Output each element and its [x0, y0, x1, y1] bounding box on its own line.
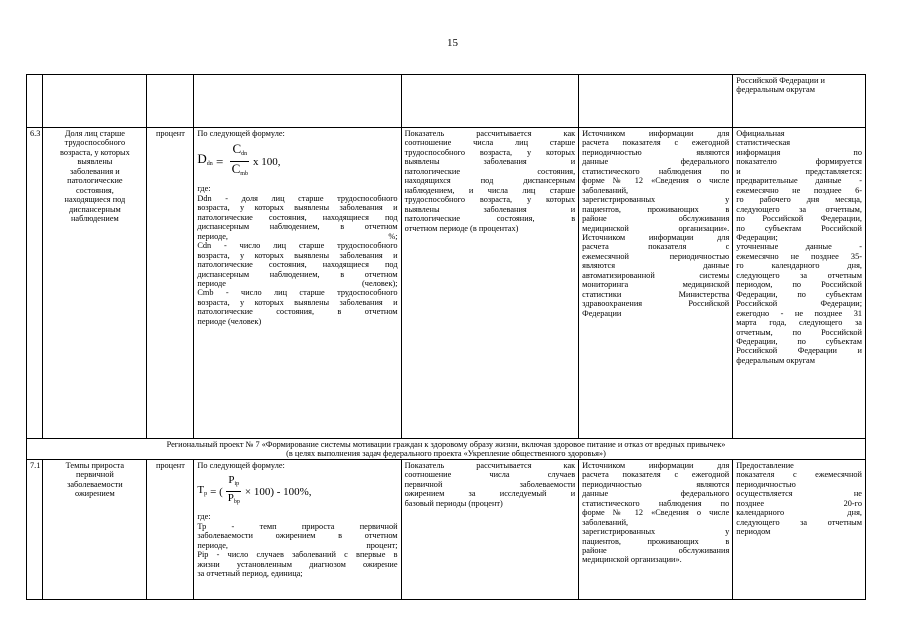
text-line: расчета показателя с	[582, 242, 730, 252]
text-line: по субъектам Российской	[736, 223, 862, 233]
formula	[197, 474, 397, 509]
text-line: заболевания и	[70, 166, 120, 176]
text-line: патологические состояния, в отчетном	[197, 307, 398, 317]
text-line: статистического наблюдения по	[582, 498, 730, 508]
text-line: диспансерным наблюдением, в отчетном	[197, 222, 398, 232]
text-line: форме № 12 «Сведения о числе	[582, 176, 730, 186]
section-title-line1: Региональный проект № 7 «Формирование системы мотивации граждан к здоровому образу жизни, включая здоровое питание и отказ от вредных привычек»	[166, 440, 726, 449]
text-line: следующего за отчетным	[736, 270, 862, 280]
text-line: статистического наблюдения по	[582, 166, 730, 176]
text-line: зарегистрированных у	[582, 195, 730, 205]
text-line: по Российской Федерации,	[736, 214, 862, 224]
text-line: Pip - число случаев заболеваний с впервые в	[197, 550, 398, 560]
cell-empty	[579, 75, 733, 128]
text-line: го календарного дня,	[736, 261, 862, 271]
formula-fraction: $\frac{C_{dn}}{C_{mb}}$	[231, 141, 248, 178]
text-line: ожирением	[75, 489, 115, 499]
text-line: Источником информации для	[582, 460, 730, 470]
unit: процент	[147, 459, 194, 599]
section-title	[27, 439, 866, 460]
text-line: где:	[197, 512, 211, 522]
text-line: расчета показателя с ежегодной	[582, 470, 730, 480]
text-line: выявлены заболевания и	[404, 157, 576, 167]
text-line: Федерации;	[736, 232, 778, 242]
text-line: где:	[197, 184, 211, 194]
text-line: предварительные данные -	[736, 176, 862, 186]
cell-empty	[194, 75, 401, 128]
text-line: статистики Министерства	[582, 289, 730, 299]
text-line: го рабочего дня месяца,	[736, 195, 862, 205]
text-line: ежемесячно не позднее 35-	[736, 251, 862, 261]
cell-empty	[147, 75, 194, 128]
text-line: данные федерального	[582, 489, 730, 499]
text-line: периоде (человек)	[197, 316, 262, 326]
text-line: периоде (человек);	[197, 278, 398, 288]
table-row-continuation	[27, 75, 866, 128]
text-line: медицинской организации».	[582, 555, 682, 565]
text-line: отчетным, по Российской	[736, 327, 862, 337]
text-line: федеральным округам	[736, 85, 815, 95]
text-line: данные федерального	[582, 157, 730, 167]
text-line: Официальная	[736, 129, 785, 138]
text-line: Ddn - доля лиц старше трудоспособного	[197, 193, 398, 203]
page-number: 15	[447, 37, 458, 49]
text-line: Российской Федерации;	[736, 299, 862, 309]
formula-fraction: $\frac{P_{ip}}{P_{bp}}$	[227, 474, 240, 506]
text-line: являются данные	[582, 261, 730, 271]
text-line: базовый периоды (процент)	[404, 498, 503, 508]
text-line: ежегодно - не позднее 31	[736, 308, 862, 318]
text-line: Источником информации для	[582, 232, 730, 242]
text-line: диспансерным наблюдением, в отчетном	[197, 269, 398, 279]
text-line: трудоспособного возраста, у которых	[404, 195, 576, 205]
text-line: календарного дня,	[736, 508, 862, 518]
text-line: возраста, у которых выявлены заболевания и	[197, 297, 398, 307]
text-line: Показатель рассчитывается как	[404, 129, 576, 138]
text-line: патологические состояния, в	[404, 214, 576, 224]
text-line: соотношение числа случаев	[404, 470, 576, 480]
text-line: находящихся под диспансерным	[404, 176, 576, 186]
text-line: Темпы прироста	[65, 460, 125, 470]
text-line: Федерации, по субъектам	[736, 336, 862, 346]
method-intro: По следующей формуле:	[197, 460, 285, 470]
text-line: за отчетный период, единица;	[197, 569, 303, 579]
formula	[197, 142, 397, 181]
text-line: следующего за отчетным,	[736, 204, 862, 214]
text-line: ожирением за исследуемый и	[404, 489, 576, 499]
text-line: пациентов, проживающих в	[582, 204, 730, 214]
timing-cell	[733, 75, 866, 128]
section-header-7	[27, 439, 866, 460]
description	[401, 128, 579, 439]
description	[401, 459, 579, 599]
text-line: трудоспособного	[64, 138, 126, 148]
text-line: уточненные данные -	[736, 242, 862, 252]
text-line: первичной заболеваемости	[404, 479, 576, 489]
text-line: позднее 20-го	[736, 498, 862, 508]
text-line: зарегистрированных у	[582, 527, 730, 537]
table-row-6-3	[27, 128, 866, 439]
text-line: Тр - темп прироста первичной	[197, 521, 398, 531]
cell-empty	[43, 75, 147, 128]
text-line: районе обслуживания	[582, 545, 730, 555]
section-title-line2: (в целях выполнения задач федерального проекта «Укрепление общественного здоровья»)	[286, 449, 606, 459]
text-line: районе обслуживания	[582, 214, 730, 224]
source	[579, 128, 733, 439]
text-line: наблюдением, и числа лиц старше	[404, 185, 576, 195]
formula-lhs: $D_{dn}$	[197, 151, 213, 168]
timing	[733, 128, 866, 439]
text-line: диспансерным	[68, 204, 121, 214]
unit: процент	[147, 128, 194, 439]
formula-eq: =	[212, 153, 227, 169]
text-line: возраста, у которых выявлены заболевания и	[197, 203, 398, 213]
text-line: заболеваемости ожирением в отчетном	[197, 531, 398, 541]
text-line: пациентов, проживающих в	[582, 536, 730, 546]
text-line: патологические	[67, 176, 123, 186]
text-line: осуществляется не	[736, 489, 862, 499]
text-line: возраста, у которых	[59, 147, 130, 157]
text-line: выявлены	[77, 157, 113, 167]
text-line: периодичностью являются	[582, 479, 730, 489]
text-line: федеральным округам	[736, 355, 815, 365]
text-line: периоде, %;	[197, 231, 398, 241]
text-line: находящиеся под	[64, 195, 126, 205]
text-line: статистическая	[736, 138, 791, 148]
calculation-method	[194, 128, 401, 439]
row-number: 7.1	[27, 459, 43, 599]
text-line: ежемесячной периодичностью	[582, 251, 730, 261]
text-line: патологические состояния, находящиеся под	[197, 260, 398, 270]
method-lines	[197, 512, 397, 578]
text-line: Российской Федерации и	[736, 76, 825, 85]
formula-tail: × 100) - 100%,	[244, 485, 312, 498]
text-line: следующего за отчетным	[736, 517, 862, 527]
text-line: периоде, процент;	[197, 540, 398, 550]
method-lines	[197, 184, 397, 326]
text-line: соотношение числа лиц старше	[404, 138, 576, 148]
text-line: Показатель рассчитывается как	[404, 460, 576, 470]
text-line: мониторинга медицинской	[582, 280, 730, 290]
text-line: и представляется:	[736, 166, 862, 176]
text-line: ежемесячно не позднее 6-	[736, 185, 862, 195]
text-line: периодичностью являются	[582, 147, 730, 157]
text-line: Российской Федерации и	[736, 346, 862, 356]
calculation-method	[194, 459, 401, 599]
text-line: медицинской организации».	[582, 223, 730, 233]
text-line: марта года, следующего за	[736, 318, 862, 328]
text-line: заболеваний,	[582, 517, 629, 527]
text-line: Федерации	[582, 308, 622, 318]
text-line: заболеваний,	[582, 185, 629, 195]
text-line: периодом, по Российской	[736, 280, 862, 290]
text-line: Cmb - число лиц старше трудоспособного	[197, 288, 398, 298]
text-line: патологические состояния,	[404, 166, 576, 176]
text-line: периодичностью	[736, 479, 796, 489]
formula-eq: = (	[210, 485, 223, 498]
text-line: здравоохранения Российской	[582, 299, 730, 309]
text-line: трудоспособного возраста, у которых	[404, 147, 576, 157]
indicator-name	[43, 128, 147, 439]
cell-empty	[401, 75, 579, 128]
text-line: расчета показателя с ежегодной	[582, 138, 730, 148]
text-line: жизни установленным диагнозом ожирение	[197, 559, 398, 569]
text-line: автоматизированной системы	[582, 270, 730, 280]
text-line: Cdn - число лиц старше трудоспособного	[197, 241, 398, 251]
text-line: Предоставление	[736, 460, 794, 470]
text-line: выявлены заболевания и	[404, 204, 576, 214]
text-line: заболеваемости	[67, 479, 123, 489]
text-line: показателя с ежемесячной	[736, 470, 862, 480]
text-line: Источником информации для	[582, 129, 730, 138]
indicators-table	[26, 74, 866, 600]
text-line: Федерации, по субъектам	[736, 289, 862, 299]
row-number: 6.3	[27, 128, 43, 439]
timing	[733, 459, 866, 599]
formula-tail: x 100,	[252, 155, 281, 168]
formula-lhs: $T_p$	[197, 483, 208, 497]
cell-empty	[27, 75, 43, 128]
text-line: показателю формируется	[736, 157, 862, 167]
text-line: состояния,	[75, 185, 114, 195]
text-line: первичной	[75, 470, 114, 480]
source	[579, 459, 733, 599]
text-line: информация по	[736, 147, 862, 157]
table-row-7-1	[27, 459, 866, 599]
text-line: периодом	[736, 527, 771, 537]
method-intro: По следующей формуле:	[197, 129, 285, 138]
text-line: наблюдением	[70, 214, 119, 224]
indicator-name	[43, 459, 147, 599]
text-line: отчетном периоде (в процентах)	[404, 223, 519, 233]
text-line: патологические состояния, находящиеся под	[197, 212, 398, 222]
text-line: возраста, у которых выявлены заболевания и	[197, 250, 398, 260]
text-line: Доля лиц старше	[64, 129, 125, 138]
text-line: форме № 12 «Сведения о числе	[582, 508, 730, 518]
